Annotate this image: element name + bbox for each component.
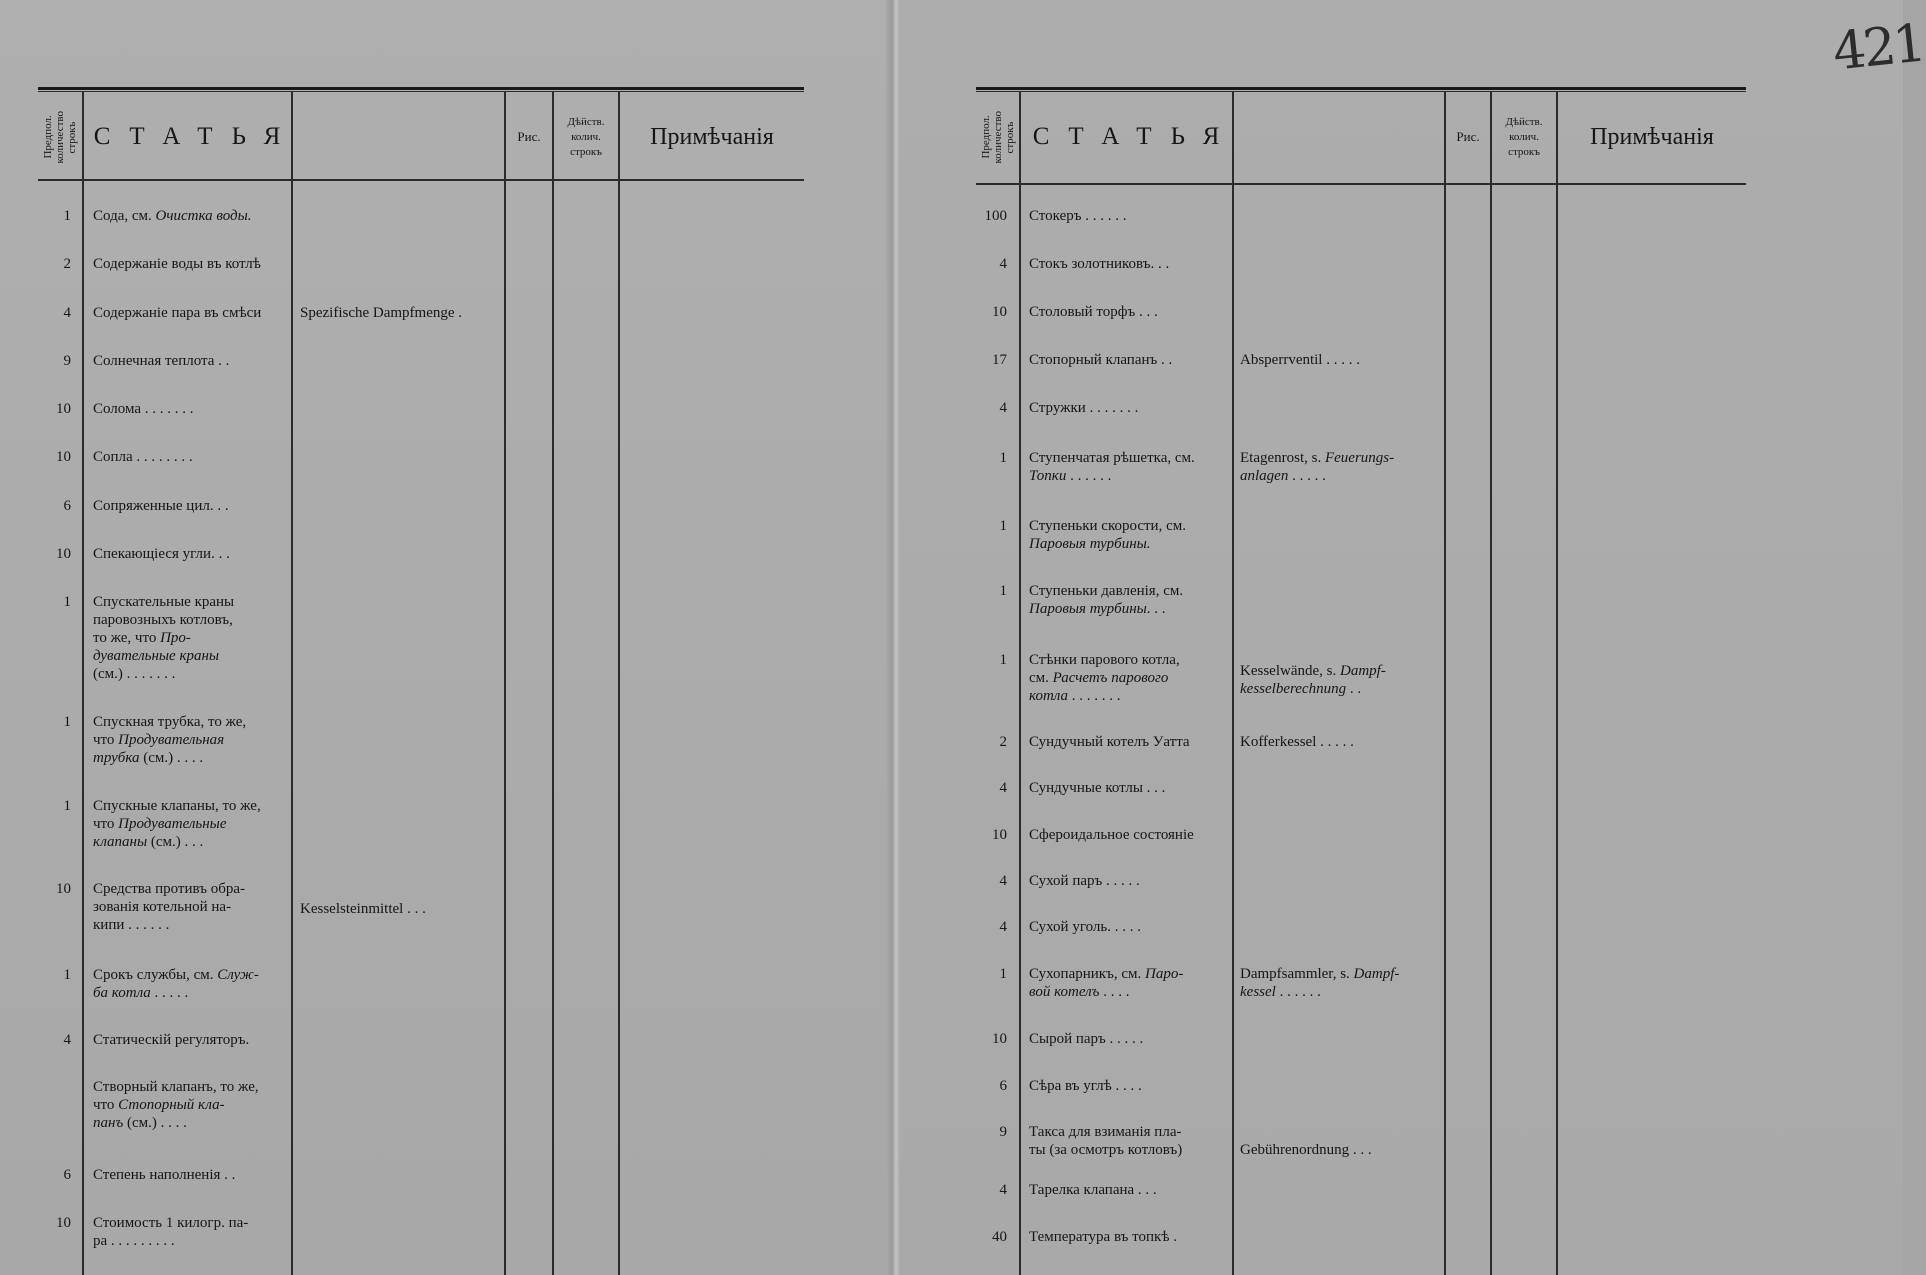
line-count: 6: [63, 498, 71, 514]
header-figure: Рис.: [1456, 129, 1480, 144]
line-count: 10: [992, 827, 1007, 843]
line-count: 4: [63, 305, 71, 321]
header-actual: Дѣйств. колич. строкъ: [1505, 115, 1543, 158]
article-term: Сопла . . . . . . . .: [93, 449, 193, 465]
article-term: Спускная трубка, то же, что Продувательная трубка (см.) . . . .: [93, 714, 247, 766]
line-count: 4: [999, 256, 1007, 272]
article-term: Сухой паръ . . . . .: [1029, 873, 1140, 889]
line-count: 10: [56, 401, 71, 417]
line-count: 6: [999, 1078, 1007, 1094]
line-count: 100: [984, 208, 1007, 224]
german-equivalent: Kofferkessel . . . . .: [1240, 734, 1354, 750]
german-equivalent: Kesselsteinmittel . . .: [300, 901, 426, 917]
article-term: Степень наполненія . .: [93, 1167, 236, 1183]
header-count: Предпол. количество строкъ: [42, 110, 78, 164]
german-equivalent: Dampfsammler, s. Dampf- kessel . . . . . .: [1240, 966, 1400, 1000]
article-term: Сухой уголь. . . . .: [1029, 919, 1141, 935]
line-count: 40: [992, 1229, 1007, 1245]
line-count: 10: [992, 304, 1007, 320]
header-notes: Примѣчанія: [650, 123, 774, 150]
german-equivalent: Gebührenordnung . . .: [1240, 1142, 1372, 1158]
line-count: 1: [63, 594, 71, 610]
line-count: 2: [63, 256, 71, 272]
line-count: 1: [999, 450, 1007, 466]
article-term: Ступенчатая рѣшетка, см. Топки . . . . . .: [1029, 450, 1195, 484]
german-equivalent: Absperrventil . . . . .: [1240, 352, 1360, 368]
article-term: Сундучный котелъ Уатта: [1029, 734, 1190, 750]
article-term: Сырой паръ . . . . .: [1029, 1031, 1144, 1047]
header-actual: Дѣйств. колич. строкъ: [567, 115, 605, 158]
article-term: Стѣнки парового котла, см. Расчетъ парового котла . . . . . . .: [1029, 652, 1180, 704]
article-term: Солнечная теплота . .: [93, 353, 230, 369]
line-count: 1: [63, 208, 71, 224]
line-count: 10: [56, 881, 71, 897]
line-count: 1: [999, 583, 1007, 599]
line-count: 1: [999, 652, 1007, 668]
article-term: Сундучные котлы . . .: [1029, 780, 1166, 796]
article-term: Содержаніе воды въ котлѣ: [93, 256, 261, 272]
article-term: Сѣра въ углѣ . . . .: [1029, 1078, 1142, 1094]
line-count: 4: [999, 1182, 1007, 1198]
german-equivalent: Kesselwände, s. Dampf- kesselberechnung . .: [1240, 663, 1386, 697]
line-count: 17: [992, 352, 1007, 368]
line-count: 10: [992, 1031, 1007, 1047]
article-term: Ступеньки скорости, см. Паровыя турбины.: [1029, 518, 1186, 552]
article-term: Ступеньки давленія, см. Паровыя турбины. . .: [1029, 583, 1184, 617]
article-term: Тарелка клапана . . .: [1029, 1182, 1157, 1198]
header-figure: Рис.: [517, 129, 541, 144]
article-term: Стружки . . . . . . .: [1029, 400, 1139, 416]
line-count: 10: [56, 546, 71, 562]
header-article: СТАТЬЯ: [93, 123, 300, 150]
header-article: СТАТЬЯ: [1032, 123, 1239, 150]
article-term: Температура въ топкѣ .: [1029, 1229, 1177, 1245]
line-count: 1: [999, 966, 1007, 982]
header-notes: Примѣчанія: [1590, 123, 1714, 150]
article-term: Средства противъ обра- зованія котельной на- кипи . . . . . .: [93, 881, 246, 933]
article-term: Стоимость 1 килогр. па- ра . . . . . . . . .: [93, 1215, 249, 1249]
article-term: Столовый торфъ . . .: [1029, 304, 1158, 320]
line-count: 9: [999, 1124, 1007, 1140]
line-count: 4: [999, 400, 1007, 416]
article-term: Статическій регуляторъ.: [93, 1032, 250, 1048]
line-count: 1: [63, 798, 71, 814]
article-term: Такса для взиманія пла- ты (за осмотръ котловъ): [1029, 1124, 1183, 1158]
line-count: 1: [63, 714, 71, 730]
header-count: Предпол. количество строкъ: [979, 110, 1016, 164]
article-term: Сопряженные цил. . .: [93, 498, 229, 514]
german-equivalent: Etagenrost, s. Feuerungs- anlagen . . . . .: [1240, 450, 1395, 484]
article-term: Стокеръ . . . . . .: [1029, 208, 1127, 224]
page-number: 421: [1830, 13, 1926, 83]
line-count: 4: [999, 873, 1007, 889]
line-count: 4: [999, 919, 1007, 935]
article-term: Сода, см. Очистка воды.: [93, 208, 252, 224]
line-count: 9: [63, 353, 71, 369]
article-term: Солома . . . . . . .: [93, 401, 194, 417]
line-count: 1: [63, 967, 71, 983]
article-term: Срокъ службы, см. Служ- ба котла . . . . .: [93, 967, 259, 1001]
line-count: 1: [999, 518, 1007, 534]
article-term: Спекающіеся угли. . .: [93, 546, 230, 562]
line-count: 4: [999, 780, 1007, 796]
article-term: Стокъ золотниковъ. . .: [1029, 256, 1170, 272]
right-table: [976, 87, 1746, 1275]
line-count: 10: [56, 449, 71, 465]
article-term: Створный клапанъ, то же, что Стопорный кла- панъ (см.) . . . .: [93, 1079, 259, 1131]
article-term: Сухопарникъ, см. Паро- вой котелъ . . . .: [1029, 966, 1184, 1000]
left-table: [38, 87, 804, 1275]
article-term: Стопорный клапанъ . .: [1029, 352, 1173, 368]
article-term: Спускные клапаны, то же, что Продувательные клапаны (см.) . . .: [93, 798, 261, 850]
book-spine: [886, 0, 900, 1275]
line-count: 4: [63, 1032, 71, 1048]
line-count: 6: [63, 1167, 71, 1183]
article-term: Спускательные краны паровозныхъ котловъ, то же, что Про- дувательные краны (см.) . . . . . . .: [93, 594, 235, 682]
article-term: Содержаніе пара въ смѣси: [93, 305, 262, 321]
german-equivalent: Spezifische Dampfmenge .: [300, 305, 463, 321]
line-count: 10: [56, 1215, 71, 1231]
article-term: Сфероидальное состояніе: [1029, 827, 1194, 843]
line-count: 2: [999, 734, 1007, 750]
